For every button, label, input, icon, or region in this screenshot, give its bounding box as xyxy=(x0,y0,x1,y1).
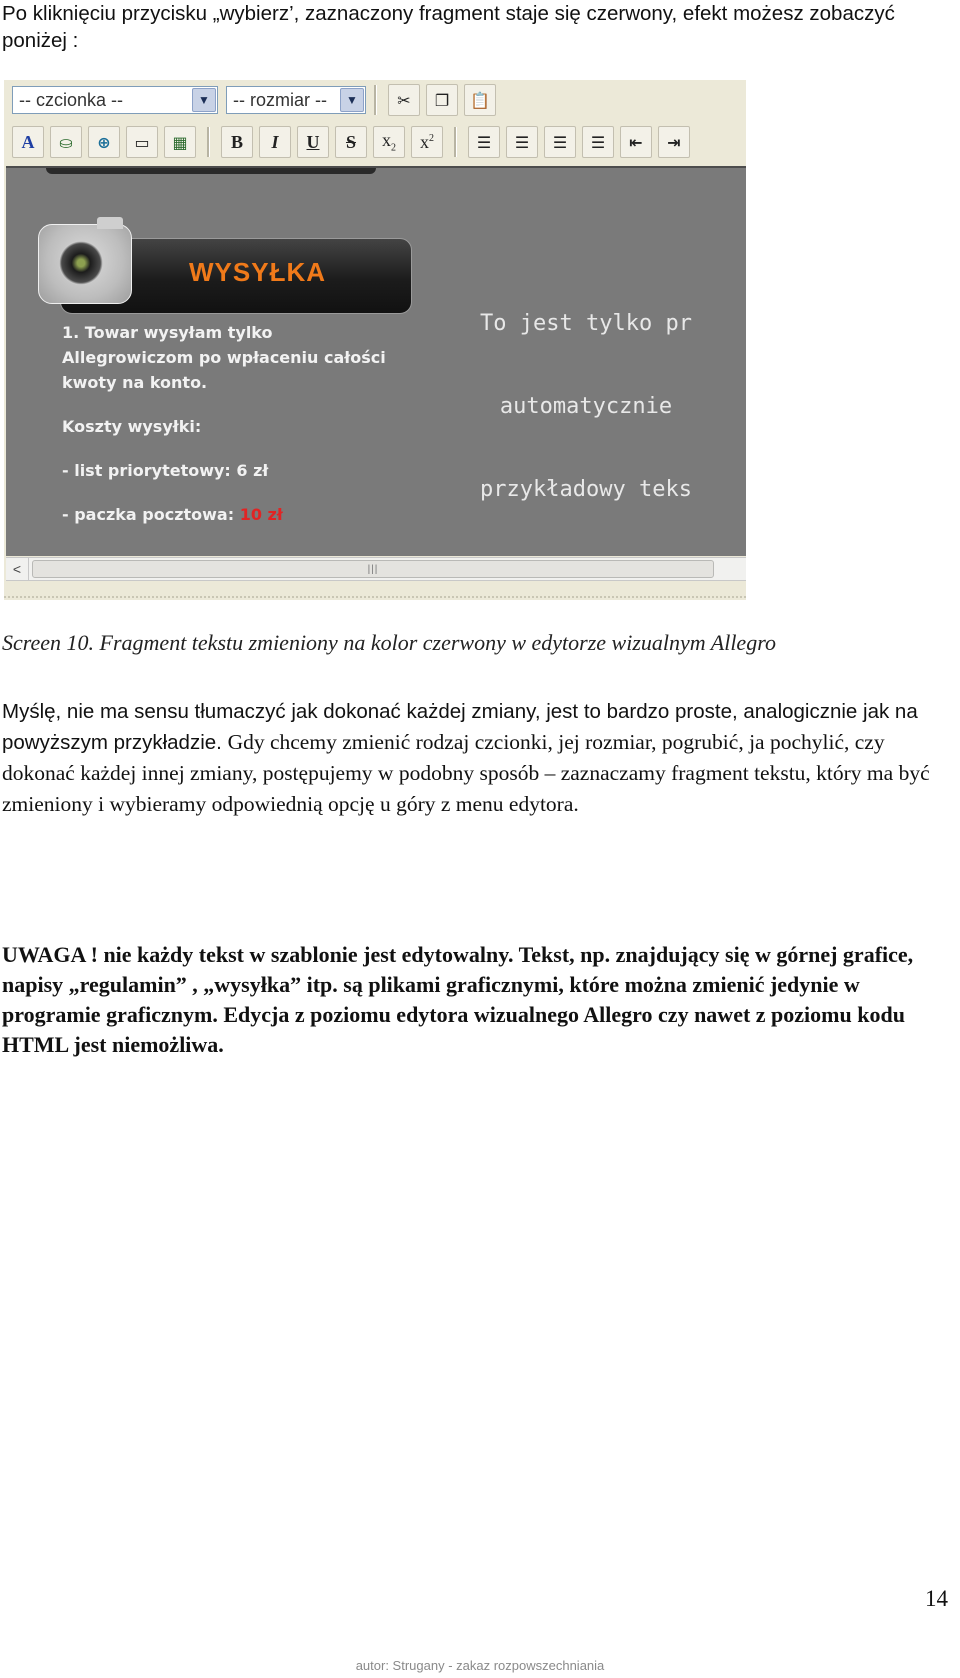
banner-title: WYSYŁKA xyxy=(189,257,326,287)
size-select[interactable] xyxy=(226,86,366,114)
outdent-icon: ⇤ xyxy=(629,132,643,152)
font-color-icon: A xyxy=(21,131,35,152)
subscript-button[interactable] xyxy=(373,126,405,158)
image-button[interactable] xyxy=(126,126,158,158)
align-center-icon: ☰ xyxy=(514,132,530,152)
body-paragraph: Myślę, nie ma sensu tłumaczyć jak dokonać każdej zmiany, jest to bardzo proste, analogicznie jak na powyższym przykładzie. Gdy chcemy zmienić rodzaj czcionki, jej rozmiar, pogrubić, ja pochylić, czy dokonać każdej innej zmiany, postępujemy w podobny sposób – zaznaczamy fragment tekstu, który ma być zmieniony i wybieramy odpowiednią opcję u góry z menu edytora. xyxy=(2,700,930,816)
editor-canvas[interactable] xyxy=(6,166,746,556)
outdent-button[interactable] xyxy=(620,126,652,158)
image-icon: ▭ xyxy=(134,132,150,152)
toolbar-row-top xyxy=(4,82,746,118)
italic-icon: I xyxy=(271,131,279,152)
align-left-icon: ☰ xyxy=(476,132,492,152)
selected-red-text: 10 zł xyxy=(239,505,283,524)
header-strip xyxy=(46,168,376,174)
align-right-button[interactable] xyxy=(544,126,576,158)
scroll-left-button[interactable] xyxy=(6,558,29,580)
page-number: 14 xyxy=(925,1586,948,1611)
paste-icon: 📋 xyxy=(470,90,490,110)
paste-button[interactable] xyxy=(464,84,496,116)
font-select-value: -- czcionka -- xyxy=(19,89,124,110)
copy-button[interactable] xyxy=(426,84,458,116)
chevron-left-icon: < xyxy=(12,561,22,577)
sample-line: To jest tylko pr xyxy=(480,310,692,336)
table-button[interactable] xyxy=(164,126,196,158)
sample-line: przykładowy teks xyxy=(480,477,692,503)
align-center-button[interactable] xyxy=(506,126,538,158)
align-right-icon: ☰ xyxy=(552,132,568,152)
toolbar-separator xyxy=(374,85,377,115)
info-line-2: Allegrowiczom po wpłaceniu całości xyxy=(62,348,386,367)
bold-icon: B xyxy=(230,131,243,152)
info-line-3: kwoty na konto. xyxy=(62,373,208,392)
cut-button[interactable] xyxy=(388,84,420,116)
camera-icon xyxy=(38,224,132,304)
highlight-button[interactable] xyxy=(50,126,82,158)
indent-icon: ⇥ xyxy=(667,132,681,152)
scissors-icon: ✂ xyxy=(397,90,411,110)
strikethrough-button[interactable] xyxy=(335,126,367,158)
superscript-button[interactable] xyxy=(411,126,443,158)
font-select[interactable] xyxy=(12,86,218,114)
figure-caption: Screen 10. Fragment tekstu zmieniony na kolor czerwony w edytorze wizualnym Allegro xyxy=(2,630,776,655)
priority-letter-cost: - list priorytetowy: 6 zł xyxy=(62,461,269,480)
indent-button[interactable] xyxy=(658,126,690,158)
subscript-icon: $x_2$ xyxy=(382,130,396,154)
sample-text-block xyxy=(426,254,746,556)
scrollbar-thumb[interactable] xyxy=(32,560,714,578)
font-color-button[interactable] xyxy=(12,126,44,158)
superscript-icon: $x^2$ xyxy=(420,131,434,152)
italic-button[interactable] xyxy=(259,126,291,158)
underline-button[interactable] xyxy=(297,126,329,158)
chevron-down-icon: ▼ xyxy=(340,88,364,112)
toolbar-separator xyxy=(207,127,210,157)
size-select-value: -- rozmiar -- xyxy=(233,89,327,110)
info-line-1: 1. Towar wysyłam tylko xyxy=(62,323,273,342)
parcel-cost: - paczka pocztowa: 10 zł xyxy=(62,505,283,524)
copy-icon: ❐ xyxy=(434,90,450,110)
editor-screenshot xyxy=(4,80,746,600)
shipping-costs-label: Koszty wysyłki: xyxy=(62,417,202,436)
table-icon: ▦ xyxy=(172,132,188,152)
grip-icon: ||| xyxy=(367,563,379,575)
footer-note: autor: Strugany - zakaz rozpowszechniania xyxy=(355,1658,605,1673)
toolbar-separator xyxy=(454,127,457,157)
warning-paragraph: UWAGA ! nie każdy tekst w szablonie jest edytowalny. Tekst, np. znajdujący się w górnej grafice, napisy „regulamin” , „wysyłka” itp. są plikami graficznymi, które można zmienić jedynie w programie graficznym. Edycja z poziomu edytora wizualnego Allegro czy nawet z poziomu kodu HTML jest niemożliwa. xyxy=(2,942,914,1057)
link-button[interactable] xyxy=(88,126,120,158)
globe-link-icon: ⊕ xyxy=(97,132,111,152)
underline-icon: U xyxy=(306,131,320,152)
horizontal-scrollbar[interactable] xyxy=(6,557,746,581)
intro-paragraph: Po kliknięciu przycisku „wybierz’, zaznaczony fragment staje się czerwony, efekt możesz zobaczyć poniżej : xyxy=(2,2,895,52)
chevron-down-icon: ▼ xyxy=(192,88,216,112)
align-left-button[interactable] xyxy=(468,126,500,158)
toolbar-row-format xyxy=(4,124,746,160)
justify-button[interactable] xyxy=(582,126,614,158)
justify-icon: ☰ xyxy=(590,132,606,152)
divider xyxy=(4,596,746,600)
bold-button[interactable] xyxy=(221,126,253,158)
strikethrough-icon: S xyxy=(345,131,356,152)
paint-bucket-icon: ⛀ xyxy=(59,132,73,152)
sample-line: automatycznie xyxy=(499,393,673,419)
